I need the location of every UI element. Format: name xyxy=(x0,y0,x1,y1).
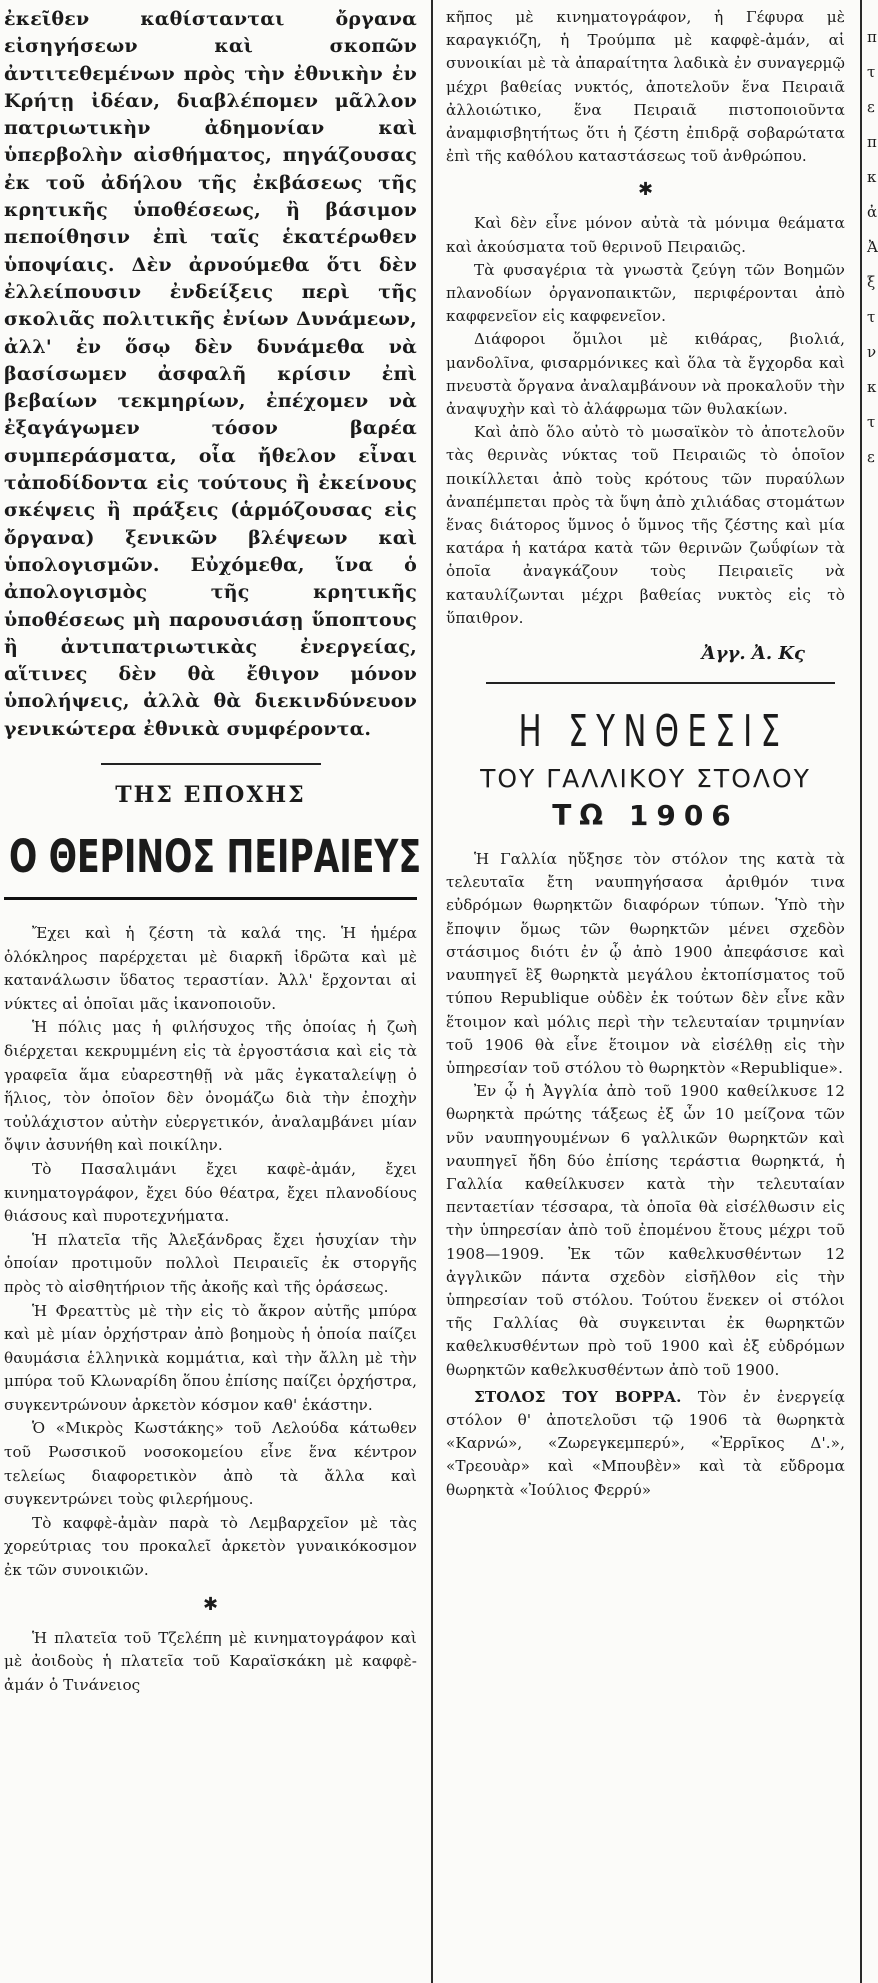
right-fragment: κ xyxy=(867,168,877,186)
article-paragraph: Τὸ καφφὲ-ἀμὰν παρὰ τὸ Λεμβαρχεῖον μὲ τὰς χορεύτριας του προκαλεῖ ἀρκετὸν γυναικόκοσμον ἐκ τῶν συνοικιῶν. xyxy=(4,1513,417,1580)
star-separator-icon: ✱ xyxy=(202,1593,219,1615)
section-kicker: ΤΗΣ ΕΠΟΧΗΣ xyxy=(115,782,306,809)
right-fragment: π xyxy=(867,133,877,151)
right-fragment: τ xyxy=(867,308,876,326)
article-title: Ο ΘΕΡΙΝΟΣ ΠΕΙΡΑΙΕΥΣ xyxy=(9,830,422,884)
intro-paragraph: ἐκεῖθεν καθίστανται ὄργανα εἰσηγήσεων καὶ σκοπῶν ἀντιτεθεμένων πρὸς τὴν ἐθνικὴν ἐν Κρήτῃ ἰδέαν, διαβλέπομεν μᾶλλον πατριωτικὴν ἀδημονίαν καὶ ὑπερβολὴν αἰσθήματος, πηγάζουσας ἐκ τοῦ ἀδήλου τῆς ἐκβάσεως τῆς κρητικῆς ὑποθέσεως, ἢ βάσιμον πεποίθησιν ἐπὶ ταῖς ἑκατέρωθεν ὑποψίαις. Δὲν ἀρνούμεθα ὅτι δὲν ἐλλείπουσιν ἐνδείξεις περὶ τῆς σκολιᾶς πολιτικῆς ἐνίων Δυνάμεων, ἀλλ' ἐν ὅσῳ δὲν δυνάμεθα νὰ βασίσωμεν ἀσφαλῆ κρίσιν ἐπὶ βεβαίων τεκμηρίων, ἐπέχομεν νὰ ἐξαγάγωμεν τόσον βαρέα συμπεράσματα, οἷα ἤθελον εἶναι τἀποδίδοντα εἰς τούτους ἢ ἐκείνους σκέψεις ἢ πράξεις (ἁρμόζουσας εἰς ὄργανα) ξενικῶν βλέψεων καὶ ὑπολογισμῶν. Εὐχόμεθα, ἵνα ὁ ἀπολογισμὸς τῆς κρητικῆς ὑποθέσεως μὴ παρουσιάσῃ ὕποπτους ἢ ἀντιπατριωτικὰς ἐνεργείας, αἵτινες δὲν θὰ ἔθιγον μόνον ὑπολήψεις, ἀλλὰ θὰ διεκινδύνευον γενικώτερα ἐθνικὰ συμφέροντα. xyxy=(4,8,417,740)
article-paragraph: Ἡ πλατεῖα τῆς Ἀλεξάνδρας ἔχει ἡσυχίαν τὴν ὁποίαν προτιμοῦν πολλοὶ Πειραιεῖς ἐκ στοργῆς πρὸς τὸ αἰσθητήριον τῆς ἀκοῆς καὶ τῆς ὁράσεως. xyxy=(4,1230,417,1296)
column-rule-left xyxy=(431,0,433,1983)
title-underline xyxy=(4,897,417,900)
article-title: Η ΣΥΝΘΕΣΙΣ xyxy=(518,706,789,758)
right-fragment: ν xyxy=(867,343,877,361)
left-column xyxy=(0,0,425,1983)
section-divider xyxy=(101,763,321,765)
star-separator-icon: ✱ xyxy=(637,179,654,201)
right-fragment: τ xyxy=(867,413,876,431)
right-fragment: ε xyxy=(867,98,875,116)
section-divider xyxy=(486,682,835,684)
middle-column xyxy=(440,0,855,1983)
article-paragraph: Ἡ Φρεαττὺς μὲ τὴν εἰς τὸ ἄκρον αὐτῆς μπύρα καὶ μὲ μίαν ὀρχήστραν ἀπὸ βοημοὺς ἡ ὁποία παίζει θαυμάσια ἑλληνικὰ κομμάτια, καὶ τὴν ἄλλη μὲ τὴν μπύρα τοῦ Κλωναρίδη ὅπου ἐπίσης παίζει ὀρχήστρα, συγκεντρώνουν ἀρκετὸν κόσμον καθ' ἑκάστην. xyxy=(4,1301,417,1414)
article-year-line: ΤΩ 1906 xyxy=(552,799,739,833)
article-paragraph: Καὶ ἀπὸ ὅλο αὐτὸ τὸ μωσαϊκὸν τὸ ἀποτελοῦν τὰς θερινὰς νύκτας τοῦ Πειραιῶς τὸ ὁποῖον ποικίλλεται ἀπὸ τοὺς κρότους τῶν πυραύλων ἀναπέμπεται πρὸς τὰ ὕψη ἀπὸ χιλιάδας στομάτων ἕνας διάτορος ὕμνος ὁ ὕμνος τῆς ζέστης καὶ μία κατάρα ἡ κατάρα κατὰ τῶν θερινῶν ζωΰφίων τὰ ὁποῖα ἀναγκάζουν τοὺς Πειραιεῖς νὰ καταυλίζωνται μέχρι βαθείας νυκτὸς εἰς τὸ ὕπαιθρον. xyxy=(446,423,845,627)
right-fragment: κ xyxy=(867,378,877,396)
article-paragraph: Ἡ πλατεῖα τοῦ Τζελέπη μὲ κινηματογράφον καὶ μὲ ἀοιδοὺς ἡ πλατεῖα τοῦ Καραϊσκάκη μὲ καφφὲ-ἀμάν ὁ Τινάνειος xyxy=(4,1628,417,1694)
right-fragment: ξ xyxy=(867,273,876,291)
article-paragraph: Ὁ «Μικρὸς Κωστάκης» τοῦ Λελούδα κάτωθεν τοῦ Ρωσσικοῦ νοσοκομείου εἶνε ἕνα κέντρον τελείως διαφορετικὸν ἀπὸ τὰ ἄλλα καὶ συγκεντρώνει τοὺς φιλερήμους. xyxy=(4,1419,417,1509)
article-paragraph: Τὰ φυσαγέρια τὰ γνωστὰ ζεύγη τῶν Βοημῶν πλανοδίων ὀργανοπαικτῶν, περιφέρονται ἀπὸ καφφενεῖον εἰς καφφενεῖον. xyxy=(446,260,845,326)
article-paragraph: Τὸ Πασαλιμάνι ἔχει καφὲ-ἀμάν, ἔχει κινηματογράφον, ἔχει δύο θέατρα, ἔχει πλανοδίους θιάσους καὶ πυροτεχνήματα. xyxy=(4,1159,417,1226)
article-paragraph: Καὶ δὲν εἶνε μόνον αὐτὰ τὰ μόνιμα θεάματα καὶ ἀκούσματα τοῦ θερινοῦ Πειραιῶς. xyxy=(446,214,845,256)
article-paragraph xyxy=(446,1386,845,1502)
article-paragraph: Ἔχει καὶ ἡ ζέστη τὰ καλά της. Ἡ ἡμέρα ὁλόκληρος παρέρχεται μὲ διαρκῆ ἱδρῶτα καὶ μὲ κατανάλωσιν ὕδατος τεραστίαν. Ἀλλ' ἔρχονται αἱ νύκτες αἱ ὁποῖαι μᾶς ἱκανοποιοῦν. xyxy=(4,924,417,1013)
article-paragraph: Ἡ πόλις μας ἡ φιλήσυχος τῆς ὁποίας ἡ ζωὴ διέρχεται κεκρυμμένη εἰς τὰ ἐργοστάσια καὶ εἰς τὰ γραφεῖα ἅμα εὐαρεστηθῇ νὰ μᾶς ἐγκαταλείψῃ ὁ ἥλιος, τὸν ὁποῖον δὲν ὀνομάζω διὰ τὴν ἐποχὴν τοὐλάχιστον αὐτὴν εὐεργετικόν, ἀναλαμβάνει μίαν ὄψιν ἀσυνήθη καὶ ποικίλην. xyxy=(4,1018,417,1155)
column-rule-right xyxy=(860,0,862,1983)
article-paragraph: Ἐν ᾧ ἡ Ἀγγλία ἀπὸ τοῦ 1900 καθείλκυσε 12 θωρηκτὰ πρώτης τάξεως ἐξ ὧν 10 μείζονα τῶν νῦν ναυπηγουμένων 6 γαλλικῶν θωρηκτῶν καὶ ναυπηγεῖ ἤδη δύο ἐπίσης τεράστια θωρηκτά, ἡ Γαλλία καθείλκυσεν κατὰ τὴν τελευταίαν πενταετίαν τέσσαρα, τὰ ὁποῖα θὰ εἰσέλθωσιν εἰς τὴν ὑπηρεσίαν ἀπὸ τοῦ ἐπομένου ἔτους μέχρι τοῦ 1908—1909. Ἐκ τῶν καθελκυσθέντων 12 ἀγγλικῶν πάντα σχεδὸν εἰσῆλθον εἰς τὴν ὑπηρεσίαν τοῦ στόλου. Τούτου ἕνεκεν οἱ στόλοι τῆς Γαλλίας θὰ συγκεινται ἐκ θωρηκτῶν καθελκυσθέντων πρὸ τοῦ 1900 καὶ ἐξ εὐδρόμων θωρηκτῶν καθελκυσθέντων ἀπὸ τοῦ 1900. xyxy=(446,1082,845,1379)
right-fragment: Ἀ xyxy=(867,238,878,256)
article-paragraph: Ἡ Γαλλία ηὔξησε τὸν στόλον της κατὰ τὰ τελευταῖα ἔτη ναυπηγήσασα ἀριθμόν τινα εὐδρόμων θωρηκτῶν διαφόρων τύπων. Ὑπὸ τὴν ἔποψιν ὅμως τῶν θωρηκτῶν μένει σχεδὸν στάσιμος διότι ἐν ᾧ ἀπὸ 1900 ἀπεφάσισε καὶ ναυπηγεῖ ἓξ θωρηκτὰ μεγάλου ἐκτοπίσματος τοῦ τύπου Republique οὐδὲν ἐκ τούτων δὲν εἶνε κἂν ἕτοιμον καὶ μόλις περὶ τὴν τελευταίαν τριμηνίαν τοῦ 1906 θὰ εἶνε ἕτοιμον νὰ εἰσέλθῃ εἰς τὴν ὑπηρεσίαν τοῦ στόλου τὸ θωρηκτὸν «Republique». xyxy=(446,850,845,1077)
right-fragment: ἀ xyxy=(867,203,878,221)
right-fragment-list xyxy=(866,0,876,475)
right-fragment: τ xyxy=(867,63,876,81)
section-head: ΣΤΟΛΟΣ ΤΟΥ ΒΟΡΡΑ. xyxy=(474,1387,682,1406)
article-paragraph: Διάφοροι ὅμιλοι μὲ κιθάρας, βιολιά, μανδολῖνα, φισαρμόνικες καὶ ὅλα τὰ ἔγχορδα καὶ πνευστὰ ὄργανα ἀναλαμβάνουν νὰ προκαλοῦν τὴν ἀναψυχὴν καὶ τὸ ἀλάφρωμα τῶν θυλακίων. xyxy=(446,330,845,419)
article-subtitle: ΤΟΥ ΓΑΛΛΙΚΟΥ ΣΤΟΛΟΥ xyxy=(480,764,811,794)
author-signature: Ἀγγ. Ἀ. Κς xyxy=(701,643,805,665)
right-column-fragment xyxy=(866,0,876,1983)
right-fragment: ε xyxy=(867,448,875,466)
continuation-paragraph: κῆπος μὲ κινηματογράφον, ἡ Γέφυρα μὲ καραγκιόζη, ἡ Τρούμπα μὲ καφφὲ-ἀμάν, αἱ συνοικίαι μὲ τὰ ἀπαραίτητα λαδικὰ ἐν συναγερμῷ μέχρι βαθείας νυκτός, ἀποτελοῦν ἕνα Πειραιᾶ ἀλλοιώτικο, ἕνα Πειραιᾶ πιστοποιοῦντα ἀναμφισβητήτως ὅτι ἡ ζέστη ἐπιδρᾷ σοβαρώτατα ἐπὶ τῆς καθόλου καταστάσεως τοῦ ἀνθρώπου. xyxy=(446,8,845,166)
right-fragment: π xyxy=(867,28,877,46)
section-text: Τὸν ἐν ἐνεργείᾳ στόλον θ' ἀποτελοῦσι τῷ 1906 τὰ θωρηκτὰ «Καρνώ», «Ζωρεγκεμπερύ», «Ἐρρῖκος Δ'.», «Τρεουὰρ» καὶ «Μπουβὲν» καὶ τὰ εὔδρομα θωρηκτὰ «Ἰούλιος Φερρύ» xyxy=(446,1387,845,1499)
